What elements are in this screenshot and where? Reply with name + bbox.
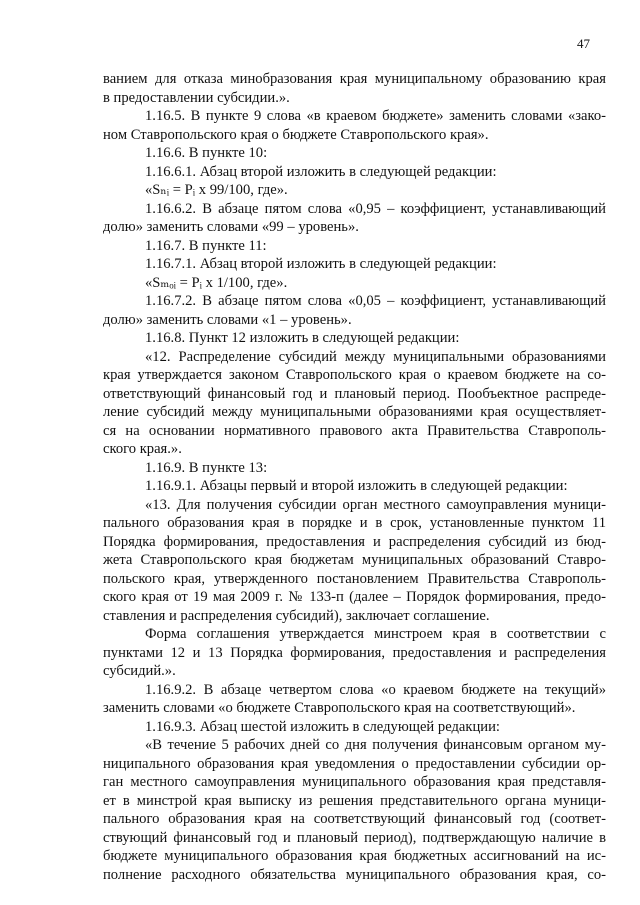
text-line: ставления и распределения субсидий), заключает соглашение. [103,607,490,624]
text-line: пунктами 12 и 13 Порядка формирования, предоставления и распределения [103,644,606,661]
text-line: «Sₙᵢ = Pᵢ x 99/100, где». [145,182,288,198]
text-line: 1.16.6. В пункте 10: [145,145,268,161]
text-line: ет в минстрой края выписку из решения представительного органа муници- [103,792,606,809]
text-line: 1.16.5. В пункте 9 слова «в краевом бюджете» заменить словами «зако- [145,108,606,124]
text-line: 1.16.9.3. Абзац шестой изложить в следующей редакции: [145,718,500,735]
text-line: ского края от 19 мая 2009 г. № 133-п (далее – Порядок формирования, предо- [103,589,606,605]
text-line: «Sₘₒᵢ = Pᵢ x 1/100, где». [145,274,288,291]
text-line: субсидий.». [103,663,176,679]
text-line: «13. Для получения субсидии орган местного самоуправления муници- [145,496,606,513]
text-line: 1.16.9.1. Абзацы первый и второй изложить в следующей редакции: [145,478,568,494]
text-line: ванием для отказа минобразования края муниципальному образованию края [103,71,606,87]
text-line: 1.16.6.2. В абзаце пятом слова «0,95 – коэффициент, устанавливающий [145,200,606,217]
text-line: ствующий финансовый год и плановый период), подтверждающую наличие в [103,829,606,846]
page-number: 47 [577,36,590,51]
text-line: жета Ставропольского края бюджетам муниципальных образований Ставро- [103,552,606,568]
text-line: долю» заменить словами «1 – уровень». [103,311,352,328]
text-line: ление субсидий между муниципальными образованиями края осуществляет- [103,404,606,420]
text-line: 1.16.7.1. Абзац второй изложить в следующей редакции: [145,256,497,272]
text-line: долю» заменить словами «99 – уровень». [103,219,359,235]
text-line: «В течение 5 рабочих дней со дня получения финансовым органом му- [145,737,606,753]
text-line: «12. Распределение субсидий между муниципальными образованиями [145,348,606,365]
text-line: ган местного самоуправления муниципального образования края представля- [103,774,606,790]
text-line: края утверждается законом Ставропольского края о краевом бюджете на со- [103,367,606,383]
text-line: полнение расходного обязательства муниципального образования края, со- [103,866,606,883]
text-line: заменить словами «о бюджете Ставропольского края на соответствующий». [103,700,576,716]
text-line: ном Ставропольского края о бюджете Ставропольского края». [103,126,489,143]
text-line: ского края.». [103,441,182,457]
text-line: Форма соглашения утверждается минстроем края в соответствии с [145,626,606,642]
text-line: Порядка формирования, предоставления и распределения субсидий из бюд- [103,533,606,550]
text-line: польского края, утвержденного постановлением Правительства Ставрополь- [103,570,606,587]
text-line: 1.16.8. Пункт 12 изложить в следующей редакции: [145,330,460,346]
text-line: 1.16.9.2. В абзаце четвертом слова «о краевом бюджете на текущий» [145,681,606,698]
text-line: ся на основании нормативного правового акта Правительства Ставрополь- [103,422,606,439]
text-line: 1.16.7.2. В абзаце пятом слова «0,05 – коэффициент, устанавливающий [145,293,606,309]
text-line: в предоставлении субсидии.». [103,89,290,106]
text-line: 1.16.9. В пункте 13: [145,459,268,476]
text-line: ответствующий финансовый год и плановый период. Пообъектное распреде- [103,385,606,402]
text-line: пального образования края на соответствующий финансовый год (соответ- [103,811,606,827]
text-line: ниципального образования края уведомления о предоставлении субсидии ор- [103,755,606,772]
text-line: 1.16.7. В пункте 11: [145,237,267,254]
document-body [103,70,606,884]
text-line: 1.16.6.1. Абзац второй изложить в следующей редакции: [145,163,497,180]
text-line: бюджете муниципального образования края бюджетных ассигнований на ис- [103,848,606,864]
text-line: пального образования края в порядке и в срок, установленные пунктом 11 [103,515,606,531]
